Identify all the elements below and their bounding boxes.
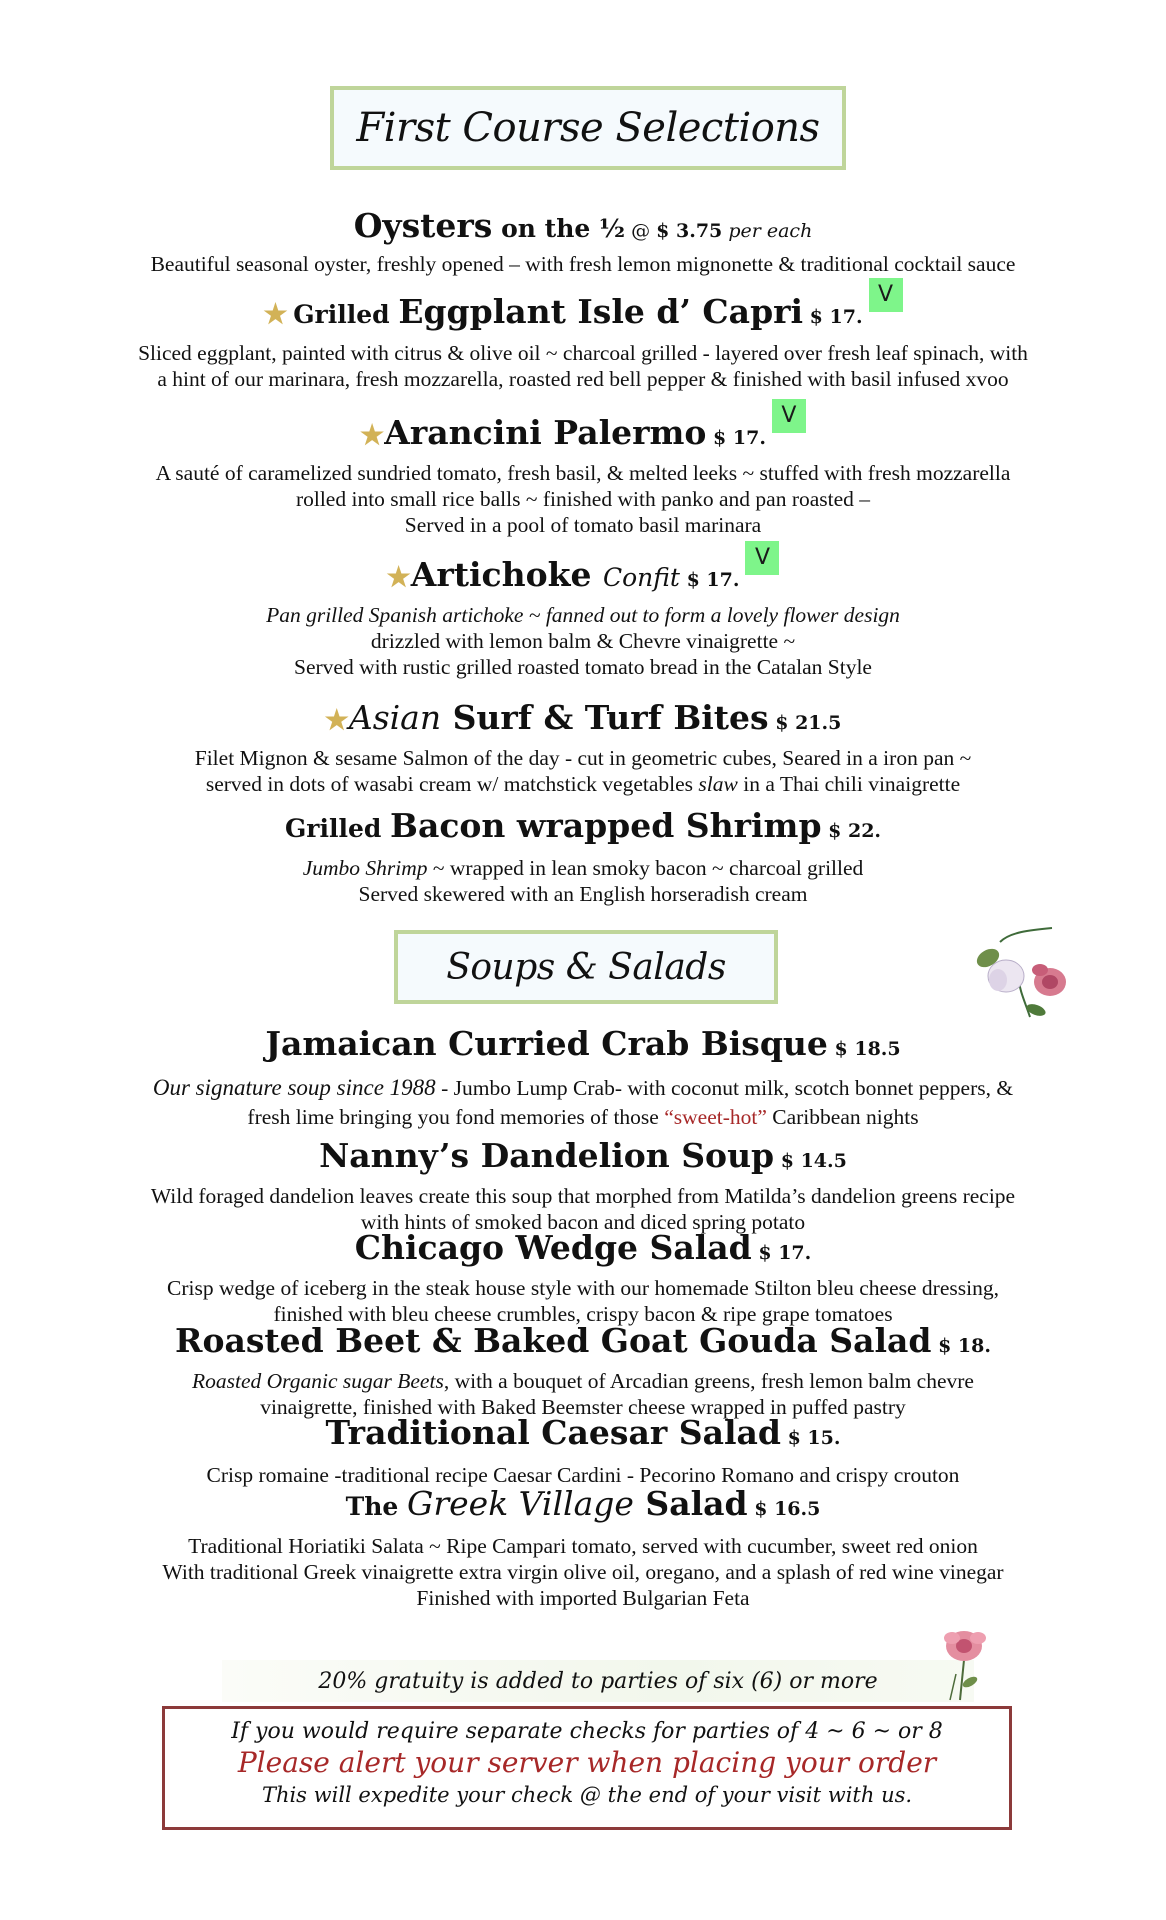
dish-desc-caesar: Crisp romaine -traditional recipe Caesar Cardini - Pecorino Romano and crispy crouton — [206, 1463, 960, 1487]
dish-desc-beet: Roasted Organic sugar Beets, with a bouquet of Arcadian greens, fresh lemon balm chevre vinaigrette, finished with Baked Beemster cheese wrapped in puffed pastry — [192, 1369, 974, 1419]
dish-desc-eggplant: Sliced eggplant, painted with citrus & olive oil ~ charcoal grilled - layered over fresh leaf spinach, with a hint of our marinara, fresh mozzarella, roasted red bell pepper & finished with basil infused xvoo — [138, 341, 1028, 391]
dish-title-surf-turf: ★Asian Surf & Turf Bites $ 21.5 — [324, 698, 842, 737]
dish-title-beet: Roasted Beet & Baked Goat Gouda Salad $ 18. — [175, 1321, 991, 1360]
section-title: First Course Selections — [356, 105, 820, 151]
section-title: Soups & Salads — [446, 946, 726, 988]
flower-illustration — [930, 1624, 996, 1702]
dish-title-arancini: ★Arancini Palermo $ 17.V — [0, 413, 1166, 452]
dish-desc-greek: Traditional Horiatiki Salata ~ Ripe Campari tomato, served with cucumber, sweet red onion With traditional Greek vinaigrette extra virgin olive oil, oregano, and a splash of red wine vinegar Finished with imported Bulgarian Feta — [162, 1534, 1004, 1610]
flower-illustration — [970, 922, 1080, 1026]
dish-title-eggplant: ★ Grilled Eggplant Isle d’ Capri $ 17.V — [0, 292, 1166, 331]
star-icon: ★ — [324, 705, 349, 736]
dish-title-artichoke: ★Artichoke Confit $ 17.V — [0, 555, 1166, 594]
checks-line-2: Please alert your server when placing your order — [237, 1746, 937, 1779]
star-icon: ★ — [386, 562, 411, 593]
dish-title-dandelion: Nanny’s Dandelion Soup $ 14.5 — [319, 1136, 847, 1175]
dish-title-wedge: Chicago Wedge Salad $ 17. — [354, 1228, 812, 1267]
separate-checks-notice — [162, 1706, 1012, 1830]
dish-title-crab-bisque: Jamaican Curried Crab Bisque $ 18.5 — [265, 1024, 901, 1063]
checks-line-3: This will expedite your check @ the end of your visit with us. — [261, 1783, 913, 1807]
vegetarian-badge: V — [869, 278, 903, 312]
dish-title-shrimp: Grilled Bacon wrapped Shrimp $ 22. — [284, 806, 882, 845]
star-icon: ★ — [263, 299, 288, 330]
dish-desc-artichoke: Pan grilled Spanish artichoke ~ fanned out to form a lovely flower design drizzled with lemon balm & Chevre vinaigrette ~ Served with rustic grilled roasted tomato bread in the Catalan Style — [266, 603, 900, 679]
dish-desc-crab-bisque: Our signature soup since 1988 - Jumbo Lump Crab- with coconut milk, scotch bonnet peppers, & fresh lime bringing you fond memories of those “sweet-hot” Caribbean nights — [152, 1075, 1014, 1129]
dish-title-caesar: Traditional Caesar Salad $ 15. — [325, 1413, 841, 1452]
soups-salads-header — [394, 930, 778, 1004]
dish-desc-surf-turf: Filet Mignon & sesame Salmon of the day - cut in geometric cubes, Seared in a iron pan ~ served in dots of wasabi cream w/ matchstick vegetables slaw in a Thai chili vinaigrette — [194, 746, 972, 796]
dish-title-oysters: Oysters on the ½ @ $ 3.75 per each — [353, 206, 813, 245]
dish-desc-shrimp: Jumbo Shrimp ~ wrapped in lean smoky bacon ~ charcoal grilled Served skewered with an English horseradish cream — [302, 856, 864, 906]
gratuity-note: 20% gratuity is added to parties of six (6) or more — [222, 1660, 974, 1702]
dish-title-greek: The Greek Village Salad $ 16.5 — [345, 1484, 821, 1523]
first-course-header — [330, 86, 846, 170]
dish-desc-wedge: Crisp wedge of iceberg in the steak house style with our homemade Stilton bleu cheese dressing, finished with bleu cheese crumbles, crispy bacon & ripe grape tomatoes — [167, 1276, 999, 1326]
vegetarian-badge: V — [772, 399, 806, 433]
dish-desc-dandelion: Wild foraged dandelion leaves create this soup that morphed from Matilda’s dandelion greens recipe with hints of smoked bacon and diced spring potato — [150, 1184, 1016, 1234]
star-icon: ★ — [360, 420, 385, 451]
vegetarian-badge: V — [745, 541, 779, 575]
dish-desc-oysters: Beautiful seasonal oyster, freshly opened – with fresh lemon mignonette & traditional cocktail sauce — [150, 252, 1016, 276]
dish-desc-arancini: A sauté of caramelized sundried tomato, fresh basil, & melted leeks ~ stuffed with fresh mozzarella rolled into small rice balls ~ finished with panko and pan roasted – Served in a pool of tomato basil marinara — [155, 461, 1011, 537]
checks-line-1: If you would require separate checks for parties of 4 ~ 6 ~ or 8 — [231, 1719, 943, 1744]
